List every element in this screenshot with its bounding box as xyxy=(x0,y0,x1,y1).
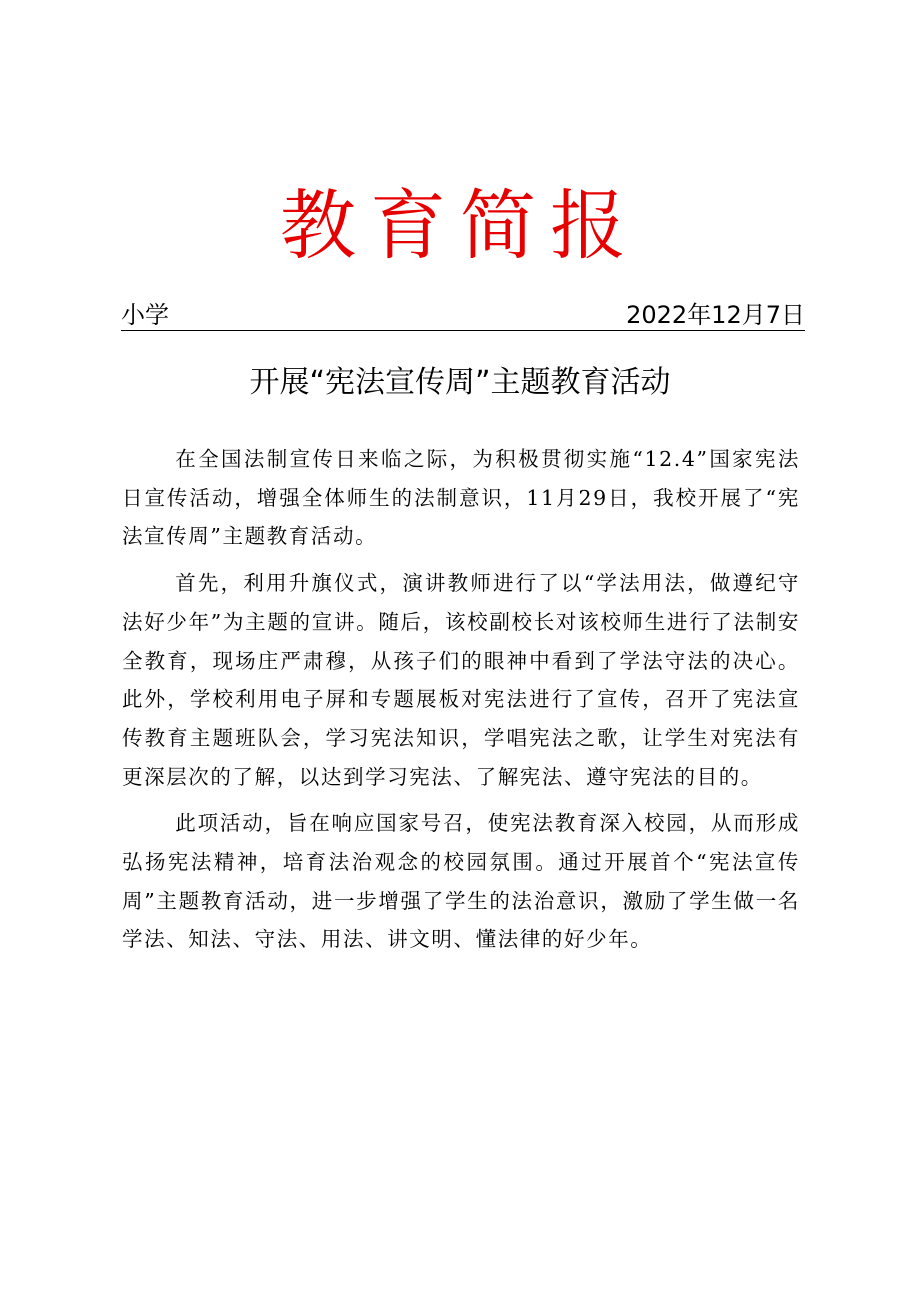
masthead-meta-row xyxy=(121,300,805,331)
school-name: 小学 xyxy=(121,301,169,329)
issue-date: 2022年12月7日 xyxy=(626,301,805,329)
article-paragraph: 在全国法制宣传日来临之际，为积极贯彻实施“12.4”国家宪法日宣传活动，增强全体师生的法制意识，11月29日，我校开展了“宪法宣传周”主题教育活动。 xyxy=(122,447,800,549)
article-paragraph: 此项活动，旨在响应国家号召，使宪法教育深入校园，从而形成弘扬宪法精神，培育法治观念的校园氛围。通过开展首个“宪法宣传周”主题教育活动，进一步增强了学生的法治意识，激励了学生做一名学法、知法、守法、用法、讲文明、懂法律的好少年。 xyxy=(122,811,800,952)
masthead-title: 教育简报 xyxy=(280,181,640,270)
article-title: 开展“宪法宣传周”主题教育活动 xyxy=(249,365,671,400)
article-paragraph: 首先，利用升旗仪式，演讲教师进行了以“学法用法，做遵纪守法好少年”为主题的宣讲。随后，该校副校长对该校师生进行了法制安全教育，现场庄严肃穆，从孩子们的眼神中看到了学法守法的决心。此外，学校利用电子屏和专题展板对宪法进行了宣传，召开了宪法宣传教育主题班队会，学习宪法知识，学唱宪法之歌，让学生对宪法有更深层次的了解，以达到学习宪法、了解宪法、遵守宪法的目的。 xyxy=(122,571,800,789)
article-body xyxy=(122,440,800,959)
